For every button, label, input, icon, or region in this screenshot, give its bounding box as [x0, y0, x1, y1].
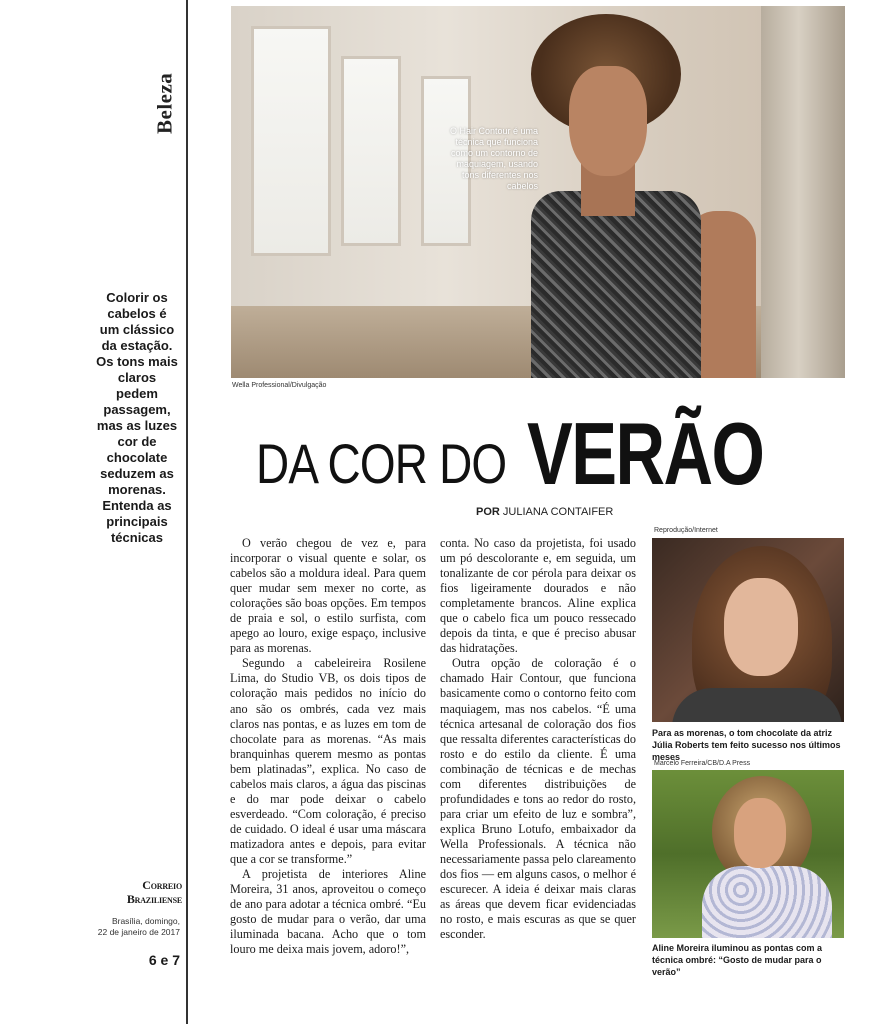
photo2-caption: Aline Moreira iluminou as pontas com a técnica ombré: “Gosto de mudar para o verão” — [652, 943, 823, 977]
sequin-top-shape — [531, 191, 701, 378]
article-deck: Colorir os cabelos é um clássico da estação. Os tons mais claros pedem passagem, mas as luzes cor de chocolate seduzem as morenas. Entenda as principais técnicas — [96, 290, 178, 545]
headline — [256, 392, 816, 504]
page-numbers: 6 e 7 — [148, 952, 180, 968]
body-paragraph: conta. No caso da projetista, foi usado um pó descolorante e, em seguida, um tonalizante de cor pérola para deixar os fios ligeiramente dourados e não completamente brancos. Aline explica que o cabelo fica um pouco ressecado depois da tinta, e que é preciso abusar das hidratações. — [440, 536, 636, 656]
face-shape — [724, 578, 798, 676]
dateline-line1: Brasília, domingo, — [111, 916, 180, 926]
section-tag: Beleza — [152, 72, 177, 134]
dateline-line2: 22 de janeiro de 2017 — [97, 927, 180, 937]
window-shape — [341, 56, 401, 246]
face-shape — [569, 66, 647, 176]
shoulder-shape — [672, 688, 842, 722]
photo-julia-roberts — [652, 538, 844, 722]
byline-prefix: POR — [476, 506, 500, 518]
photo1-caption: Para as morenas, o tom chocolate da atriz Júlia Roberts tem feito sucesso nos últimos meses — [652, 728, 841, 762]
body-column-2 — [440, 536, 636, 942]
body-paragraph: Outra opção de coloração é o chamado Hair Contour, que funciona basicamente como o contorno feito com maquiagem, mas nos cabelos. “É uma técnica artesanal de coloração dos fios que ressalta diferentes características do rosto e do estilo da cliente. É uma combinação de técnicas e de mechas com diferentes distribuições de profundidades e tons ao redor do rosto, para criar um efeito de luz e sombra”, explica Bruno Lotufo, embaixador da Wella Professionals. A técnica não necessariamente passa pelo clareamento dos fios — em alguns casos, o melhor é escurecer. A ideia é deixar mais claras as áreas que devem ficar evidenciadas no rosto, e mais escuras as que se quer esconder. — [440, 656, 636, 942]
body-paragraph: O verão chegou de vez e, para incorporar o visual quente e solar, os cabelos são a moldura ideal. Para quem quer mudar sem mexer no corte, as colorações são boas opções. Em tempos de praia e sol, o estilo surfista, com apego ao louro, exige espaço, inclusive para as morenas. — [230, 536, 426, 656]
photo2-credit: Marcelo Ferreira/CB/D.A Press — [654, 760, 751, 767]
headline-part2: VERÃO — [527, 404, 764, 504]
publication-logo — [100, 878, 182, 906]
byline — [476, 506, 613, 518]
column-rule — [186, 0, 188, 1024]
hero-photo — [231, 6, 845, 378]
photo-aline-moreira — [652, 770, 844, 938]
headline-part1: DA COR DO — [256, 432, 507, 495]
window-shape — [251, 26, 331, 256]
publication-name-line2: Braziliense — [126, 892, 182, 906]
pillar-shape — [761, 6, 845, 378]
body-paragraph: Segundo a cabeleireira Rosilene Lima, do Studio VB, os dois tipos de coloração mais pedidos no início do ano são os ombrés, cada vez mais claros nas pontas, e as luzes em tom de chocolate para as morenas. “As mais branquinhas querem mesmo as pontas bem platinadas”, explica. No caso de cabelos mais claros, a água das piscinas e do mar pode deixar o cabelo esverdeado. “Com coloração, é preciso de cuidado. O ideal é usar uma máscara matizadora antes e depois, para evitar que a cor se transforme.” — [230, 656, 426, 866]
face-shape — [734, 798, 786, 868]
body-column-1 — [230, 536, 426, 957]
hero-credit: Wella Professional/Divulgação — [232, 382, 327, 389]
body-paragraph: A projetista de interiores Aline Moreira, 31 anos, aproveitou o começo de ano para adotar a técnica ombré. “Eu gosto de mudar para o verão, dar uma iluminada bacana. Acho que o tom louro me deixa mais jovem, adoro!”, — [230, 867, 426, 957]
dress-shape — [702, 866, 832, 938]
byline-author: JULIANA CONTAIFER — [502, 506, 614, 518]
dateline — [90, 916, 180, 938]
photo1-credit: Reprodução/Internet — [654, 527, 718, 534]
publication-name-line1: Correio — [142, 878, 182, 892]
hero-caption: O Hair Contour é uma técnica que funciona como um contorno de maquiagem, usando tons diferentes nos cabelos — [449, 126, 538, 191]
